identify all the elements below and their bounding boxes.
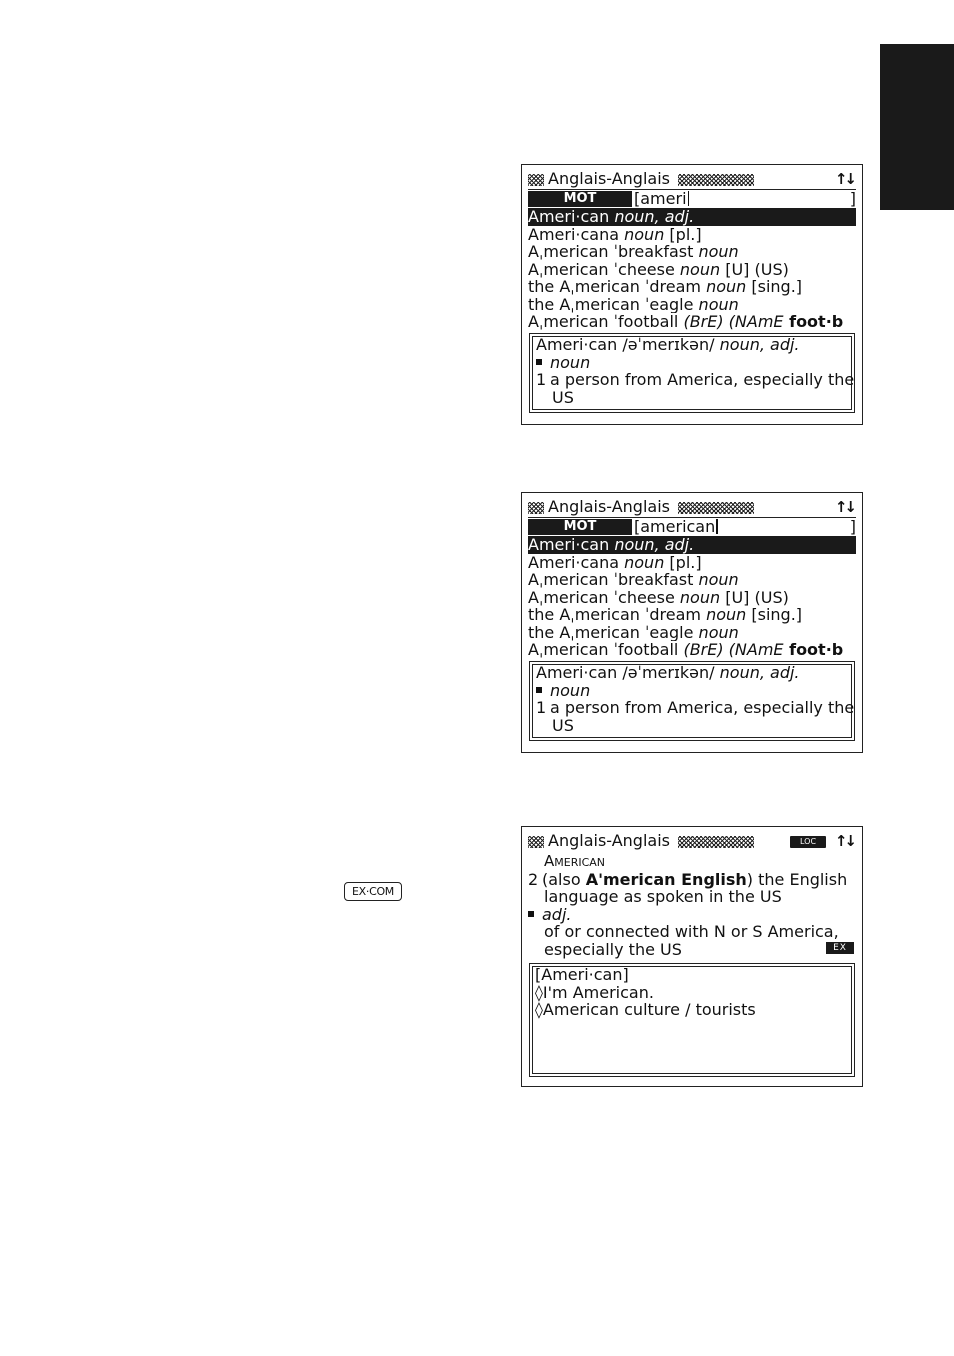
hatch-decoration	[528, 502, 544, 514]
bullet-icon	[536, 359, 542, 365]
search-input[interactable]	[634, 190, 856, 208]
bracket-close: ]	[849, 517, 856, 536]
updown-arrows-icon: ↑↓	[834, 498, 854, 516]
hatch-decoration	[678, 502, 754, 514]
search-input[interactable]	[634, 518, 856, 536]
search-row	[528, 518, 856, 536]
list-item[interactable]: Aˌmerican ˈbreakfast noun	[528, 571, 739, 589]
search-value: ameri	[640, 189, 687, 208]
example-item: ◊American culture / tourists	[535, 1000, 756, 1019]
text-cursor	[688, 191, 690, 206]
dictionary-title: Anglais-Anglais	[548, 497, 670, 516]
title-bar	[528, 169, 856, 189]
example-badge[interactable]: EX	[826, 942, 854, 954]
list-item[interactable]: the Aˌmerican ˈdream noun [sing.]	[528, 606, 803, 624]
bracket-close: ]	[849, 189, 856, 208]
candidate-list	[528, 208, 856, 331]
list-item[interactable]: Aˌmerican ˈcheese noun [U] (US)	[528, 260, 789, 278]
screen-3-example-view	[521, 826, 863, 1087]
examples-header: [Ameri·can]	[535, 965, 629, 984]
bullet-icon	[536, 687, 542, 693]
candidate-list	[528, 536, 856, 659]
search-value: american	[640, 517, 716, 536]
list-item[interactable]: Ameri·cana noun [pl.]	[528, 225, 702, 243]
hatch-decoration	[528, 174, 544, 186]
hatch-decoration	[678, 836, 754, 848]
list-item[interactable]: Ameri·can noun, adj.	[528, 536, 856, 554]
def-headword: Ameri·can	[536, 663, 618, 682]
list-item[interactable]: Ameri·can noun, adj.	[528, 208, 856, 226]
dictionary-title: Anglais-Anglais	[548, 831, 670, 850]
example-item: ◊I'm American.	[535, 982, 654, 1002]
list-item[interactable]: Aˌmerican ˈcheese noun [U] (US)	[528, 588, 789, 606]
def-headword: Ameri·can	[536, 335, 618, 354]
search-mode-label: MOT	[528, 191, 632, 207]
list-item[interactable]: Ameri·cana noun [pl.]	[528, 553, 702, 571]
list-item[interactable]: Aˌmerican ˈfootball (BrE) (NAmE foot·b	[528, 641, 844, 659]
updown-arrows-icon: ↑↓	[834, 832, 854, 850]
text-cursor	[716, 519, 718, 534]
list-item[interactable]: Aˌmerican ˈfootball (BrE) (NAmE foot·b	[528, 313, 844, 331]
section-tab	[880, 44, 954, 210]
definition-preview: Ameri·can /əˈmerɪkən/ noun, adj. noun 1 a person from America, especially the US	[529, 661, 855, 741]
excom-key-icon: EX·COM	[344, 882, 402, 901]
screen-2-word-entry	[521, 492, 863, 753]
title-bar	[528, 497, 856, 517]
bracket-open: [	[634, 517, 641, 536]
list-item[interactable]: the Aˌmerican ˈeagle noun	[528, 623, 739, 641]
dictionary-title: Anglais-Anglais	[548, 169, 670, 188]
definition-detail: American 2 (also A'merican English) the English language as spoken in the US adj. of or connected with N or S America, especially the US	[528, 853, 856, 958]
list-item[interactable]: the Aˌmerican ˈdream noun [sing.]	[528, 278, 803, 296]
loc-badge: LOC	[790, 836, 826, 848]
definition-preview: Ameri·can /əˈmerɪkən/ noun, adj. noun 1 a person from America, especially the US	[529, 333, 855, 413]
updown-arrows-icon: ↑↓	[834, 170, 854, 188]
title-bar	[528, 831, 856, 851]
list-item[interactable]: the Aˌmerican ˈeagle noun	[528, 295, 739, 313]
list-item[interactable]: Aˌmerican ˈbreakfast noun	[528, 243, 739, 261]
bullet-icon	[528, 911, 534, 917]
examples-panel	[529, 963, 855, 1077]
detail-headword: American	[544, 852, 606, 870]
hatch-decoration	[528, 836, 544, 848]
search-row	[528, 190, 856, 208]
hatch-decoration	[678, 174, 754, 186]
bracket-open: [	[634, 189, 641, 208]
search-mode-label: MOT	[528, 519, 632, 535]
screen-1-word-entry	[521, 164, 863, 425]
